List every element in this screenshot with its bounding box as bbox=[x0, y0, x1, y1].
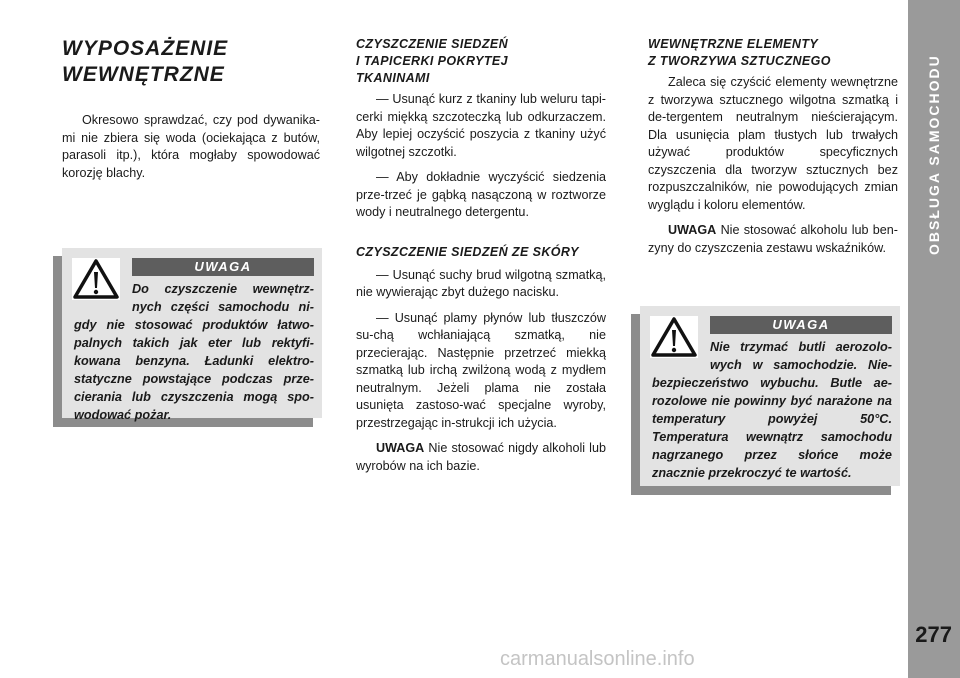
leather-note bbox=[356, 440, 606, 475]
column-2 bbox=[356, 36, 606, 483]
section-sidebar bbox=[908, 0, 960, 678]
warning-box-aerosol bbox=[640, 306, 900, 486]
page-title-line-1: WYPOSAŻENIE bbox=[62, 37, 229, 60]
note-label: UWAGA bbox=[668, 223, 717, 237]
heading-leather-seats: CZYSZCZENIE SIEDZEŃ ZE SKÓRY bbox=[356, 244, 579, 259]
warning-heading: UWAGA bbox=[132, 258, 314, 276]
watermark: carmanualsonline.info bbox=[500, 648, 695, 670]
page-title bbox=[62, 36, 228, 88]
fabric-paragraph-2: — Aby dokładnie wyczyścić siedzenia prze-trzeć je gąbką nasączoną w roztworze wody i neutralnego detergentu. bbox=[356, 170, 606, 219]
warning-heading: UWAGA bbox=[710, 316, 892, 334]
page-number: 277 bbox=[915, 622, 952, 647]
plastic-note bbox=[648, 222, 898, 257]
heading-plastic-elements: WEWNĘTRZNE ELEMENTY Z TWORZYWA SZTUCZNEGO bbox=[648, 37, 831, 68]
plastic-paragraph: Zaleca się czyścić elementy wewnętrzne z tworzywa sztucznego wilgotna szmatką i de-tergentem neutralnym nieścierającym. Dla usunięcia plam tłustych lub trwałych używać produktów specyficznych czyszczenia dla tworzyw sztucznych bez rozpuszczalników, nie powodujących zmian wyglądu i koloru elementów. bbox=[648, 75, 898, 212]
heading-fabric-seats: CZYSZCZENIE SIEDZEŃ I TAPICERKI POKRYTEJ TKANINAMI bbox=[356, 37, 509, 85]
column-1 bbox=[62, 112, 320, 190]
page-title-line-2: WEWNĘTRZNE bbox=[62, 63, 225, 86]
fabric-paragraph-1: — Usunąć kurz z tkaniny lub weluru tapi-cerki miękką szczoteczką lub odkurzaczem. Aby lepiej oczyścić poszycia z tkaniny użyć wilgotnej szczotki. bbox=[356, 92, 606, 159]
note-label: UWAGA bbox=[376, 441, 425, 455]
leather-paragraph-1: — Usunąć suchy brud wilgotną szmatką, nie wywierając zbyt dużego nacisku. bbox=[356, 267, 606, 299]
section-title: OBSŁUGA SAMOCHODU bbox=[926, 54, 942, 256]
leather-paragraph-2: — Usunąć plamy płynów lub tłuszczów su-chą wchłaniającą szmatką, nie przecierając. Następnie przetrzeć miekką szmatką lub irchą zwilżoną wodą z mydłem neutralnym. Jeżeli plama nie została usunięta zastoso-wać specjalne wyroby, przestrzegając in-strukcji ich użycia. bbox=[356, 310, 606, 430]
note-text: Nie stosować alkoholu lub ben-zyny do czyszczenia zestawu wskaźników. bbox=[648, 223, 898, 255]
intro-paragraph: Okresowo sprawdzać, czy pod dywanika-mi nie zbiera się woda (ociekająca z butów, parasoli itp.), która mogłaby spowodować korozję blachy. bbox=[62, 113, 320, 180]
note-text: Nie stosować nigdy alkoholi lub wyrobów na ich bazie. bbox=[356, 441, 606, 473]
warning-box-flammable bbox=[62, 248, 322, 422]
column-3 bbox=[648, 36, 898, 265]
warning-text: Nie trzymać butli aerozolo-wych w samochodzie. Nie-bezpieczeństwo wybuchu. Butle ae-rozolowe nie powinny być narażone na temperatury powyżej 50°C. Temperatura wewnątrz samochodu nagrzanego przez słońce może znacznie przekroczyć te wartość. bbox=[652, 340, 892, 480]
warning-text: Do czyszczenie wewnętrz-nych części samochodu ni-gdy nie stosować produktów łatwo-palnych takich jak eter lub rektyfi-kowana benzyna. Ładunki elektro-statyczne powstające podczas prze-cierania lub czyszczenia mogą spo-wodować pożar. bbox=[74, 282, 314, 422]
